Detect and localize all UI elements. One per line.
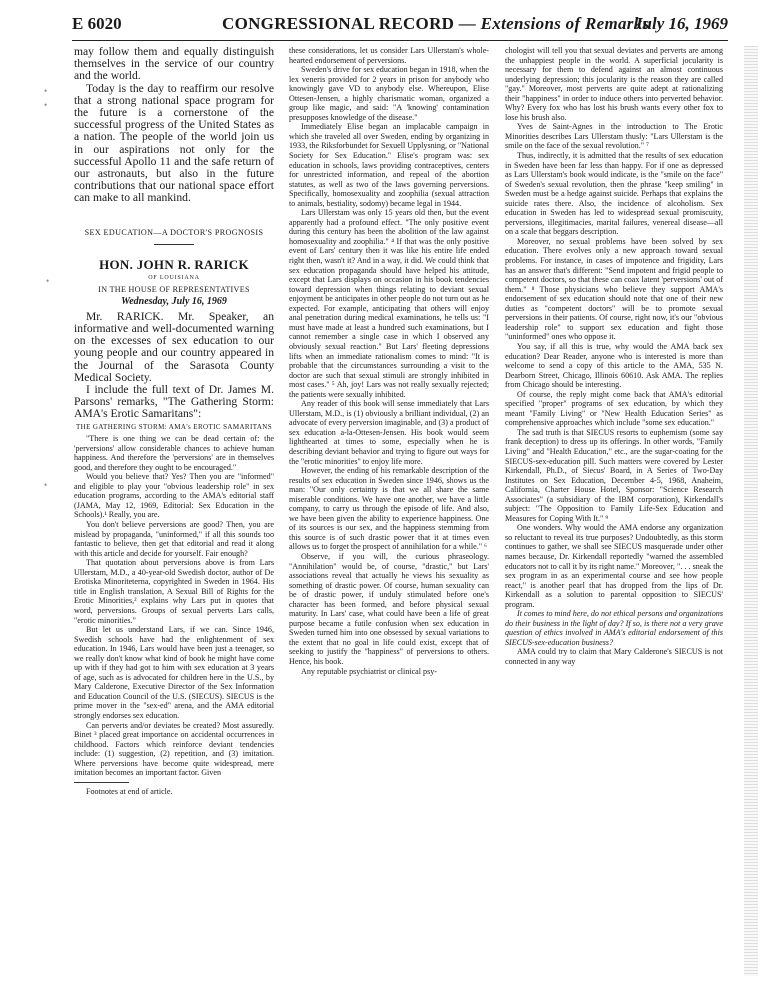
body-paragraph: Of course, the reply might come back that AMA's editorial specified "proper" programs of sex education, by which they meant "Family Living" or "New Health Education Series" as comprehensive approaches which include "some sex education.": [505, 389, 723, 428]
body-paragraph: It comes to mind here, do not ethical persons and organizations do their business in the light of day? If so, is there not a very grave question of ethics involved in AMA's editorial endorsement of this SIECUS-sex-education business?: [505, 609, 723, 647]
member-name: HON. JOHN R. RARICK: [99, 256, 249, 272]
footnote-note: Footnotes at end of article.: [86, 786, 173, 796]
body-paragraph: You don't believe perversions are good? Then, you are mislead by propaganda, "uninformed," if all this sounds too fantastic to believe, then get that editorial and read it along with this article and decide for yourself. Fair enough?: [74, 520, 274, 558]
body-paragraph: Sweden's drive for sex education began in 1918, when the lex veneris provided for 2 years in prison for anybody who knowingly gave VD to anybody else. Whereupon, Elise Ottesen-Jensen, a highly charismatic woman, organized a group like magic, and said: "A 'knowing' contamination presupposes knowledge of the disease.": [289, 65, 490, 122]
body-paragraph: However, the ending of his remarkable description of the results of sex education in Sweden since 1946, shows us the man: "Our only certainty is that we all share the same miserable conditions. We have one another, we have a little company, to carry us through the episode of life. And also, we have been given the ability to experience happiness. One of its sources is our sex, and the happiness stemming from this source is of such drastic power that it at times even allows us to forget the prospect of annihilation for a while." ⁶: [289, 466, 489, 552]
body-paragraph: Moreover, no sexual problems have been solved by sex education. There evolves only a new approach toward sexual problems. For instance, in cases of impotence and frigidity, Lars has an answer that's different: "Send impotent and frigid people to competent doctors, so that these can coax latent 'perversions' out of them." ⁸ Those physicians who believe they support AMA's endorsement of sex education should note that one of their new duties as "competent doctors" will be to promote sexual perversions in their patients. Of course, right now, it's our "obvious leadership role" to support sex education and fight those "uninformed" ones who oppose it.: [505, 236, 723, 342]
column-3: [505, 46, 723, 667]
body-paragraph: AMA could try to claim that Mary Calderone's SIECUS is not connected in any way: [505, 647, 723, 666]
header-rule: [72, 40, 728, 41]
body-paragraph: One wonders. Why would the AMA endorse any organization so reluctant to reveal its true purposes? Undoubtedly, as this storm continues to gather, we shall see SIECUS masquerade under other names because, Dr. Kirkendall reportedly "warned the assembled educators not to call it by its right name." Moreover, ". . . sneak the sex program in as an experimental course and see how people react," is another pearl that has dropped from the lips of Dr. Kirkendall as a solution to parental opposition to SIECUS' program.: [505, 523, 723, 609]
scan-mark: •: [44, 86, 48, 96]
publication-title-main: CONGRESSIONAL RECORD —: [222, 14, 477, 33]
body-paragraph: Thus, indirectly, it is admitted that the results of sex education in Sweden have been far less than happy. For if one as depressed as Lars Ullerstam's book would indicate, is the "smile on the face" of Sweden's sexual revolution, then the phrase "keep smiling" in Sweden must be a hedge against suicide. Perhaps that explains the suicide rates there. Also, the incidence of alcoholism. Sex education in Sweden has led to widespread sexual promiscuity, perversions, illegitimacies, marital failures, venereal disease—all on a scale that beggars description.: [505, 151, 723, 237]
intro-paragraph-2: Today is the day to reaffirm our resolve that a strong national space program for the future is a cornerstone of the successful progress of the United States as a nation. The people of the world join us in our aspirations not only for the successful Apollo 11 and the safe return of our astronauts, but also in the future contributions that our national space effort can make to all mankind.: [74, 81, 274, 205]
header-date: July 16, 1969: [634, 14, 728, 33]
page-number: E 6020: [72, 14, 122, 33]
section-rule: [154, 244, 194, 245]
publication-title: [222, 14, 649, 34]
body-paragraph: Lars Ullerstam was only 15 years old then, but the event apparently had a profound effect. "The only positive event during this century has been the abolition of the law against homosexuality and zoophilia." ⁴ If that was the only positive event of Lars' century then it was like his entire life ended right then, wasn't it? And in a way, it did. We could think that sex education propaganda should have helped his attitude, except that Lars displays on occasion in his book tendencies toward depression when things relating to deviant sexual enjoyment be anticipates in other people do not turn out as he expected. For example, anticipating that others will enjoy anal penetration during medical examinations, he tells us: "I must have made at least a hundred such examinations, but I cannot remember a single case in which I observed any obviously sexual reaction." But Lars' fleeting depressions lifts when an immediate rationalism comes to mind: "It is probable that the circumstances surrounding a visit to the doctor are such that sexual stimuli are strongly inhibited in most cases." ⁵ Ah, joy! Lars was not really sexually rejected; the patients were sexually inhibited.: [289, 208, 489, 399]
body-paragraph: That quotation about perversions above is from Lars Ullerstam, M.D., a 40-year-old Swedish doctor, author of De Erotiska Minoriteterna, copyrighted in Sweden in 1964. His title in English translation, A Sexual Bill of Rights for the Erotic Minorities,² explains why Lars put in quotes that word, perversions. Groups of sexual perverts Lars calls, "erotic minorities.": [74, 558, 274, 625]
scan-mark: •: [44, 480, 48, 490]
body-paragraph: You say, if all this is true, why would the AMA back sex education? Dear Reader, anyone who is interested is more than welcome to send a copy of this article to the AMA, 535 N. Dearborn Street, Chicago, Illinois 60610. Ask AMA. The replies from Chicago should be interesting.: [505, 341, 723, 390]
footnote-rule: [74, 782, 129, 783]
include-paragraph: I include the full text of Dr. James M. Parsons' remarks, "The Gathering Storm: AMA's Erotic Samaritans":: [74, 382, 274, 421]
page-header: [72, 14, 728, 38]
column-2: [289, 46, 489, 676]
member-state: OF LOUISIANA: [148, 274, 200, 281]
column-1: [74, 46, 274, 796]
body-paragraph: Immediately Elise began an implacable campaign in which she traveled all over Sweden, ending by organizing in 1933, the Riksforbundet for Sexuell Upplysning, or "National Society for Sex Education." Elise's program was: sex education in schools, laws providing contraceptives, centers for unrestricted information, and repeal of the abortion statutes, as well as two of the laws governing perversions. Specifically, homosexuality and zoophilia (sexual attraction to animals, bestiality, sodomy) became legal in 1944.: [289, 122, 490, 208]
page-edge-scan-artifact: [744, 46, 758, 976]
scan-mark: •: [44, 100, 48, 110]
intro-paragraph-1: may follow them and equally distinguish themselves in the service of our country and the world.: [74, 45, 274, 83]
body-paragraph: "There is one thing we can be dead certain of: the 'perversions' allow considerable chances to achieve human happiness. And therefore the 'perversions' are in themselves good, and therefore they ought to be encouraged.": [74, 434, 274, 472]
body-paragraph: Observe, if you will, the curious phraseology. "Annihilation" would be, of course, "drastic," but Lars' associations reveal that actually he views his sexuality as something of drastic power. Of course, human sexuality can be of drastic power, if unduly stimulated before one's character has been formed, and before physical sexual maturity. In Lars' case, what could have been a life of great purpose became a futile confusion when sex education in Sweden turned him into one obsessed by sexual variations to the extent that no goal in life could exist, except that of seeking to justify the "happiness" of perversions to others. Hence, his book.: [289, 551, 489, 666]
publication-title-section: Extensions of Remarks: [480, 14, 650, 33]
speaker-paragraph: Mr. RARICK. Mr. Speaker, an informative and well-documented warning on the excesses of sex education to our young people and our country appeared in the Journal of the Sarasota County Medical Society.: [74, 309, 274, 384]
body-paragraph: Any reader of this book will sense immediately that Lars Ullerstam, M.D., is (1) obviously a brilliant individual, (2) an advocate of every perversion imaginable, and (3) a product of sex education a-la-Ottesen-Jensen. His book would seem lighthearted at times to some, especially when he is describing deviant behavior and trying to figure out ways for the "erotic minorities" to enjoy life more.: [289, 399, 490, 466]
body-paragraph: chologist will tell you that sexual deviates and perverts are among the unhappiest people in the world. A superficial jocularity is necessary for them to defend against an almost continuous underlying depression; this jocularity is the reason they are called "gay." Moreover, most perverts are quite adept at rationalizing their "happiness" in order to induce others into perverted behavior. Why? Every fox who has lost his brush wants every other fox to lose his brush also.: [505, 46, 723, 122]
body-paragraph: Would you believe that? Yes? Then you are "informed" and eligible to play your "obvious leadership role" in sex education programs, according to the AMA's editorial staff (JAMA, May 12, 1969, Editorial: Sex Education in the Schools).¹ Really, you are.: [74, 472, 274, 520]
body-paragraph: Yves de Saint-Agnes in the introduction to The Erotic Minorities describes Lars Ullerstam thusly: "Lars Ullerstam is the smile on the face of the sexual revolution." ⁷: [505, 122, 723, 151]
body-paragraph: The sad truth is that SIECUS resorts to euphemism (some say frank deception) to dress up its offerings. In other words, "Family Living" and "Health Education," etc., are the sugar-coating for the SIECUS-sex-education pill. Such matters were covered by Lester Kirkendall, Ph.D., of Siecus' Board, in A Series of Two-Day Institutes on Sex Education, December 4-5, 1968, Anaheim, California, Charter House Hotel, Sponsor: "Science Research Associates" (a subsidiary of the IBM corporation), Kirkendall's subject: "The Opposition to Family Life-Sex Education and Measures for Coping With It." ⁹: [505, 427, 723, 523]
body-paragraph: But let us understand Lars, if we can. Since 1946, Swedish schools have had the enlightenment of sex education. In 1946, Lars would have been just a teenager, so we really don't know what kind of book he might have come up with if they had got to him with sex education at 3 years of age, such as is advocated for children here in the U.S., by Mary Calderone, Executive Director of the Sex Information and Education Council of the U.S. (SIECUS). SIECUS is the prime mover in the "sex-ed" arena, and the AMA editorial strongly endorses sex education.: [74, 625, 274, 720]
section-title: SEX EDUCATION—A DOCTOR'S PROGNOSIS: [84, 227, 264, 237]
session-date: Wednesday, July 16, 1969: [121, 295, 227, 307]
article-title: THE GATHERING STORM: AMA's EROTIC SAMARITANS: [75, 422, 273, 431]
chamber-line: IN THE HOUSE OF REPRESENTATIVES: [98, 285, 250, 295]
body-paragraph: Can perverts and/or deviates be created? Most assuredly. Binet ³ placed great importance on accidental occurrences in childhood. Factors which reinforce deviant tendencies include: (1) suggestion, (2) repetition, and (3) imitation. Where perversions have become quite widespread, mere imitation becomes an important factor. Given: [74, 720, 274, 778]
body-paragraph: these considerations, let us consider Lars Ullerstam's whole-hearted endorsement of perversions.: [289, 46, 489, 65]
scan-mark: •: [46, 276, 50, 286]
body-paragraph: Any reputable psychiatrist or clinical psy-: [301, 666, 437, 676]
